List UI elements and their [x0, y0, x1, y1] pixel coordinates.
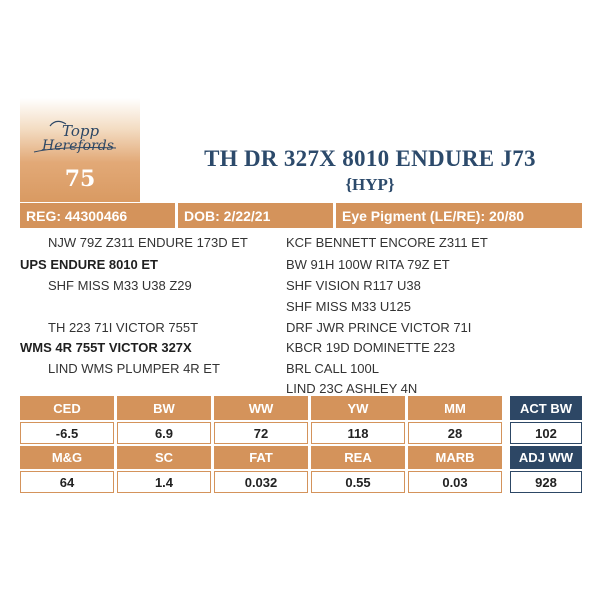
epd-value-ced: -6.5 — [20, 422, 114, 444]
date-of-birth: DOB: 2/22/21 — [178, 203, 333, 228]
logo-block — [20, 98, 140, 202]
epd-header-ced: CED — [20, 396, 114, 420]
animal-name: TH DR 327X 8010 ENDURE J73 — [204, 146, 536, 171]
lot-number: 75 — [64, 166, 96, 192]
weights-table — [510, 396, 582, 493]
pedigree-right-7: BRL CALL 100L — [286, 361, 379, 376]
pedigree-dam-sire: WMS 4R 755T VICTOR 327X — [20, 340, 192, 355]
epd-value-fat: 0.032 — [214, 471, 308, 493]
epd-value-bw: 6.9 — [117, 422, 211, 444]
epd-value-rea: 0.55 — [311, 471, 405, 493]
adj-ww-header: ADJ WW — [510, 446, 582, 469]
info-bar — [20, 203, 582, 228]
epd-header-yw: YW — [311, 396, 405, 420]
epd-header-ww: WW — [214, 396, 308, 420]
adj-ww-value: 928 — [510, 471, 582, 493]
topp-herefords-logo — [20, 116, 140, 166]
epd-value-sc: 1.4 — [117, 471, 211, 493]
registration-number: REG: 44300466 — [20, 203, 175, 228]
epd-table — [20, 396, 502, 493]
epd-value-mm: 28 — [408, 422, 502, 444]
pedigree-sire: UPS ENDURE 8010 ET — [20, 257, 158, 272]
pedigree-sire-sire: NJW 79Z Z311 ENDURE 173D ET — [48, 235, 248, 250]
epd-header-bw: BW — [117, 396, 211, 420]
pedigree-right-4: SHF MISS M33 U125 — [286, 299, 411, 314]
epd-header-marb: MARB — [408, 446, 502, 469]
epd-value-yw: 118 — [311, 422, 405, 444]
pedigree-right-6: KBCR 19D DOMINETTE 223 — [286, 340, 456, 355]
epd-header-sc: SC — [117, 446, 211, 469]
act-bw-value: 102 — [510, 422, 582, 444]
pedigree-sire-dam: SHF MISS M33 U38 Z29 — [48, 278, 192, 293]
epd-header-rea: REA — [311, 446, 405, 469]
act-bw-header: ACT BW — [510, 396, 582, 420]
epd-value-mg: 64 — [20, 471, 114, 493]
logo-text-topp: Topp — [62, 122, 100, 140]
pedigree-right-5: DRF JWR PRINCE VICTOR 71I — [286, 320, 472, 335]
pedigree-dam-sire-dam: LIND WMS PLUMPER 4R ET — [48, 361, 220, 376]
pedigree-right-3: SHF VISION R117 U38 — [286, 278, 421, 293]
epd-value-marb: 0.03 — [408, 471, 502, 493]
epd-header-fat: FAT — [214, 446, 308, 469]
pedigree-right-1: KCF BENNETT ENCORE Z311 ET — [286, 235, 488, 250]
logo-text-herefords: Herefords — [42, 138, 114, 154]
pedigree-right-2: BW 91H 100W RITA 79Z ET — [286, 257, 450, 272]
epd-header-mg: M&G — [20, 446, 114, 469]
epd-header-mm: MM — [408, 396, 502, 420]
animal-tag: {HYP} — [345, 175, 395, 194]
pedigree-dam-sire-sire: TH 223 71I VICTOR 755T — [48, 320, 199, 335]
epd-value-ww: 72 — [214, 422, 308, 444]
pedigree-right-8: LIND 23C ASHLEY 4N — [286, 381, 418, 396]
eye-pigment: Eye Pigment (LE/RE): 20/80 — [336, 203, 582, 228]
